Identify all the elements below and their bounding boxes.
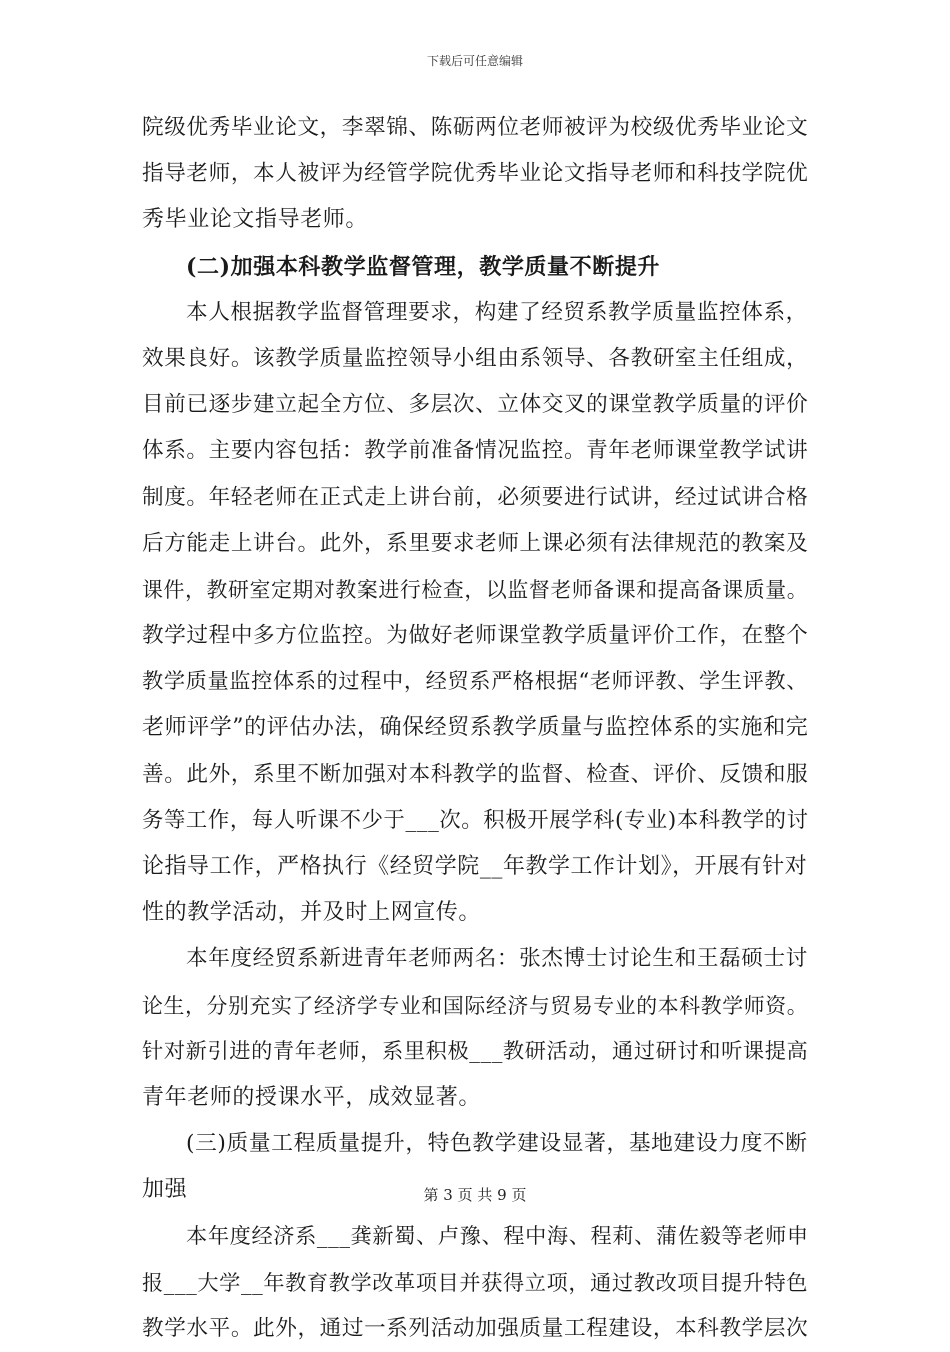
body-line: 加强: [142, 1177, 188, 1203]
body-line: 性的教学活动，并及时上网宣传。: [142, 900, 482, 926]
page-header: 下载后可任意编辑: [426, 54, 523, 68]
body-line: 善。此外，系里不断加强对本科教学的监督、检查、评价、反馈和服: [142, 761, 809, 787]
body-line: 效果良好。该教学质量监控领导小组由系领导、各教研室主任组成，: [142, 345, 809, 371]
body-line: 教学质量监控体系的过程中，经贸系严格根据“老师评教、学生评教、: [142, 669, 809, 695]
body-line: 秀毕业论文指导老师。: [142, 207, 369, 233]
body-line: 院级优秀毕业论文，李翠锦、陈砺两位老师被评为校级优秀毕业论文: [142, 115, 809, 140]
section-heading: (二)加强本科教学监督管理，教学质量不断提升: [186, 253, 661, 280]
body-line: 制度。年轻老师在正式走上讲台前，必须要进行试讲，经过试讲合格: [142, 484, 809, 510]
body-line: 体系。主要内容包括：教学前准备情况监控。青年老师课堂教学试讲: [142, 438, 809, 464]
body-line: 针对新引进的青年老师，系里积极___教研活动，通过研讨和听课提高: [142, 1038, 809, 1064]
body-line: 指导老师，本人被评为经管学院优秀毕业论文指导老师和科技学院优: [142, 161, 809, 187]
document-body: [142, 105, 808, 1352]
body-line: 目前已逐步建立起全方位、多层次、立体交叉的课堂教学质量的评价: [142, 392, 809, 418]
body-line: 论指导工作，严格执行《经贸学院__年教学工作计划》，开展有针对: [142, 854, 808, 879]
section-heading: (三)质量工程质量提升，特色教学建设显著，基地建设力度不断: [186, 1131, 808, 1157]
body-line: 本年度经贸系新进青年老师两名：张杰博士讨论生和王磊硕士讨: [186, 946, 808, 972]
page-number: 第 3 页 共 9 页: [423, 1186, 527, 1204]
body-line: 老师评学”的评估办法，确保经贸系教学质量与监控体系的实施和完: [142, 715, 809, 741]
body-line: 本年度经济系___龚新蜀、卢豫、程中海、程莉、蒲佐毅等老师申: [186, 1223, 809, 1249]
body-line: 教学过程中多方位监控。为做好老师课堂教学质量评价工作，在整个: [142, 623, 809, 649]
body-line: 报___大学__年教育教学改革项目并获得立项，通过教改项目提升特色: [142, 1269, 809, 1295]
body-line: 论生，分别充实了经济学专业和国际经济与贸易专业的本科教学师资。: [142, 993, 809, 1018]
body-line: 后方能走上讲台。此外，系里要求老师上课必须有法律规范的教案及: [142, 530, 809, 556]
body-line: 务等工作，每人听课不少于___次。积极开展学科(专业)本科教学的讨: [142, 807, 809, 833]
body-line: 课件，教研室定期对教案进行检查，以监督老师备课和提高备课质量。: [142, 577, 809, 602]
body-line: 青年老师的授课水平，成效显著。: [142, 1084, 482, 1110]
body-line: 本人根据教学监督管理要求，构建了经贸系教学质量监控体系，: [186, 299, 808, 325]
body-line: 教学水平。此外，通过一系列活动加强质量工程建设，本科教学层次: [142, 1315, 809, 1341]
